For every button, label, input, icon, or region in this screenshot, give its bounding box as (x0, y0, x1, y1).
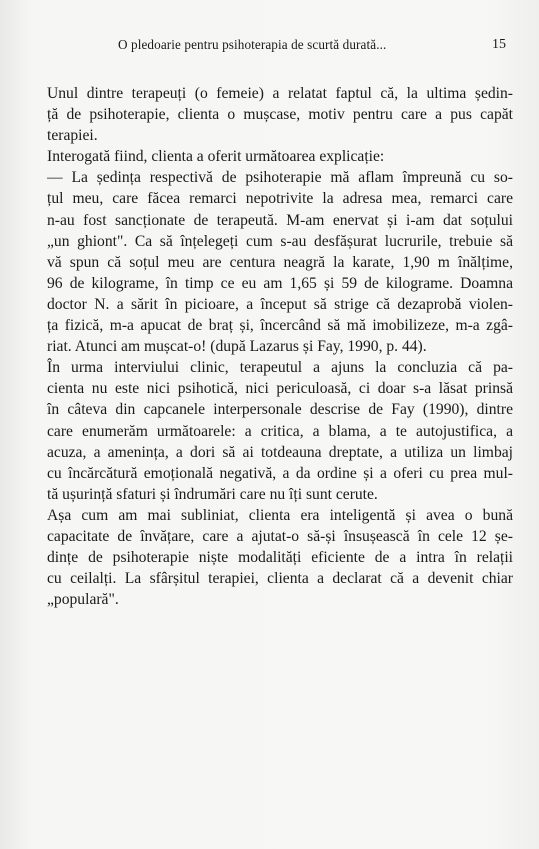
text-line: n-au fost sancționate de terapeută. M-am enervat și i-am dat soțului (47, 211, 513, 229)
body-text (47, 83, 513, 610)
text-line: tă ușurință sfaturi și îndrumări care nu îți sunt cerute. (47, 485, 378, 503)
text-line: Unul dintre terapeuți (o femeie) a relatat faptul că, la ultima ședin- (47, 85, 513, 102)
text-line: ță de psihoterapie, clienta o mușcase, motiv pentru care a pus capăt (47, 106, 513, 124)
text-line: Interogată fiind, clienta a oferit următoarea explicație: (47, 148, 385, 166)
text-line: dințe de psihoterapie niște modalități eficiente de a intra în relații (47, 549, 513, 567)
text-line: Așa cum am mai subliniat, clienta era inteligentă și avea o bună (47, 506, 513, 524)
text-line: terapiei. (47, 127, 98, 145)
running-title: O pledoarie pentru psihoterapia de scurtă durată... (118, 37, 387, 52)
text-line: în câteva din capcanele interpersonale descrise de Fay (1990), dintre (47, 401, 513, 419)
text-line: — La ședința respectivă de psihoterapie mă aflam împreună cu so- (47, 169, 513, 187)
text-line: care enumerăm următoarele: a critica, a blama, a te autojustifica, a (47, 422, 513, 440)
text-line: capacitate de învățare, care a ajutat-o să-și însușească în cele 12 șe- (47, 527, 513, 545)
text-line: 96 de kilograme, în timp ce eu am 1,65 și 59 de kilograme. Doamna (47, 274, 513, 292)
text-line: riat. Atunci am mușcat-o! (după Lazarus și Fay, 1990, p. 44). (47, 338, 427, 356)
text-line: cienta nu este nici psihotică, nici periculoasă, ci doar s-a lăsat prinsă (47, 380, 513, 398)
text-line: doctor N. a sărit în picioare, a început să strige că dezaprobă violen- (47, 295, 513, 313)
text-line: țul meu, care făcea remarci nepotrivite la adresa mea, remarci care (47, 190, 513, 208)
text-line: vă spun că soțul meu are centura neagră la karate, 1,90 m înălțime, (47, 253, 513, 271)
text-line: acuza, a amenința, a dori să ai totdeauna dreptate, a utiliza un limbaj (47, 443, 513, 461)
text-line: „un ghiont". Ca să înțelegeți cum s-au desfășurat lucrurile, trebuie să (47, 232, 513, 250)
text-line: ța fizică, m-a apucat de braț și, încercând să mă imobilizeze, m-a zgâ- (47, 317, 513, 335)
text-line: În urma interviului clinic, terapeutul a ajuns la concluzia că pa- (47, 359, 513, 377)
page-number: 15 (492, 37, 506, 52)
text-line: „populară". (47, 591, 119, 609)
text-line: cu încărcătură emoțională negativă, a da ordine și a oferi cu prea mul- (47, 464, 513, 482)
running-header (0, 37, 539, 57)
text-line: cu ceilalți. La sfârșitul terapiei, clienta a declarat că a devenit chiar (47, 570, 513, 588)
